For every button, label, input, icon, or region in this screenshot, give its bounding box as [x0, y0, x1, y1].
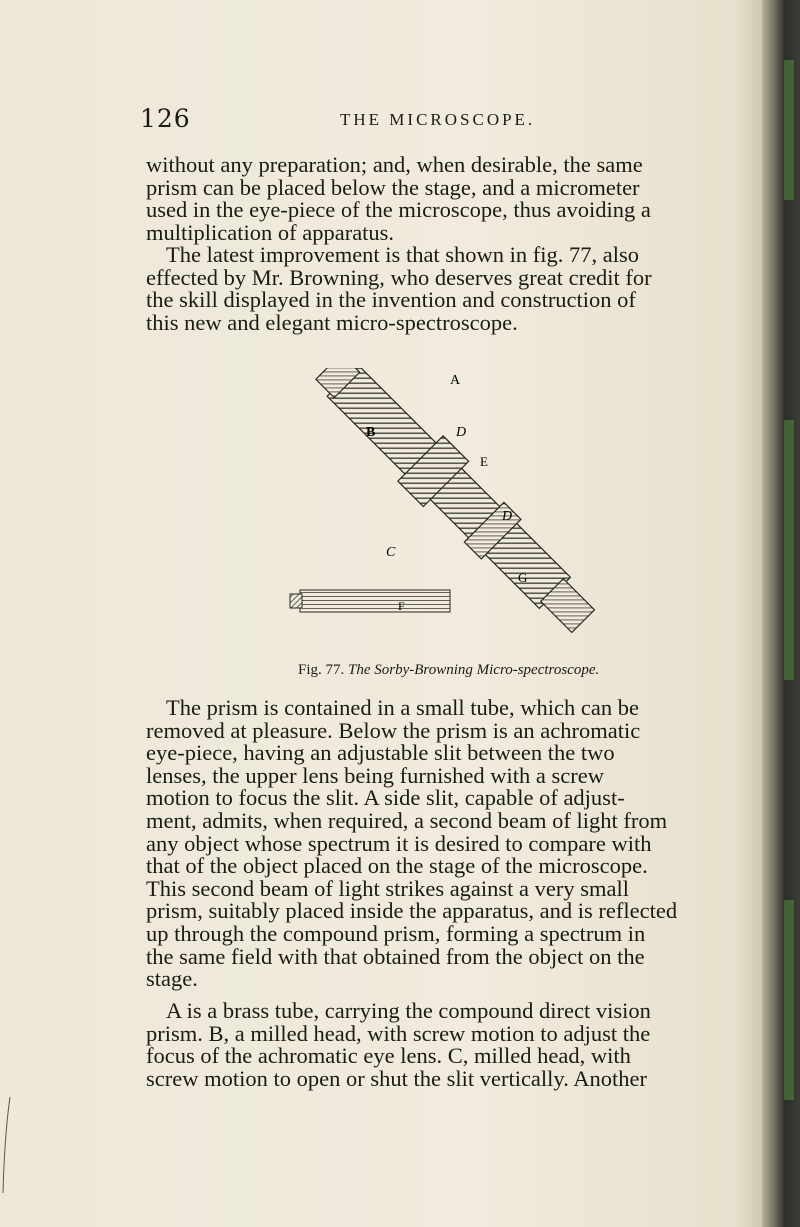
text-line: stage.	[146, 966, 198, 992]
book-spine-edge	[762, 0, 800, 1227]
text-line: removed at pleasure. Below the prism is an achromatic	[146, 717, 641, 743]
text-line: The latest improvement is that shown in fig. 77, also	[166, 242, 640, 267]
text-line: multiplication of apparatus.	[146, 219, 395, 245]
margin-pencil-mark	[0, 1095, 14, 1195]
label-e: E	[480, 454, 488, 469]
text-line: this new and elegant micro-spectroscope.	[146, 309, 518, 335]
spectroscope-engraving	[270, 368, 690, 653]
label-a: A	[450, 373, 461, 388]
text-line: motion to focus the slit. A side slit, capable of adjust-	[146, 785, 625, 811]
text-line: screw motion to open or shut the slit vertically. Another	[146, 1065, 647, 1091]
text-line: focus of the achromatic eye lens. C, milled head, with	[146, 1043, 631, 1069]
figure-number: Fig. 77.	[298, 662, 345, 678]
paragraph-prism-description	[146, 697, 752, 991]
text-line: This second beam of light strikes against a very small	[146, 875, 630, 901]
page-header	[0, 100, 800, 140]
text-line: the skill displayed in the invention and construction of	[146, 287, 636, 313]
text-line: prism, suitably placed inside the apparatus, and is reflected	[146, 898, 678, 924]
text-line: A is a brass tube, carrying the compound direct vision	[166, 998, 651, 1023]
label-b: B	[366, 425, 376, 440]
label-c: C	[386, 545, 396, 560]
figure-caption	[298, 662, 599, 679]
spine-tint-band	[784, 420, 794, 680]
text-line: effected by Mr. Browning, who deserves great credit for	[146, 264, 652, 290]
text-line: ment, admits, when required, a second beam of light from	[146, 807, 668, 833]
text-line: The prism is contained in a small tube, which can be	[166, 695, 639, 720]
paragraph-continuation	[146, 154, 752, 244]
figure-title: The Sorby-Browning Micro-spectroscope.	[348, 662, 600, 678]
spine-tint-band	[784, 900, 794, 1100]
text-line: without any preparation; and, when desirable, the same	[146, 152, 643, 177]
label-f: F	[398, 599, 405, 613]
label-d-lower: D	[502, 509, 513, 524]
label-d-upper: D	[456, 425, 467, 440]
text-line: prism can be placed below the stage, and a micrometer	[146, 174, 640, 200]
text-line: eye-piece, having an adjustable slit between the two	[146, 740, 615, 766]
paragraph-latest-improvement	[146, 244, 752, 334]
paragraph-parts-description	[146, 1000, 752, 1090]
figure-micro-spectroscope	[270, 368, 690, 653]
page-number: 126	[140, 104, 191, 133]
text-line: the same field with that obtained from the object on the	[146, 943, 645, 969]
text-line: that of the object placed on the stage of the microscope.	[146, 853, 648, 879]
text-line: up through the compound prism, forming a spectrum in	[146, 920, 646, 946]
text-line: any object whose spectrum it is desired to compare with	[146, 830, 652, 856]
text-line: used in the eye-piece of the microscope, thus avoiding a	[146, 197, 651, 223]
text-line: lenses, the upper lens being furnished with a screw	[146, 762, 604, 788]
running-title: THE MICROSCOPE.	[340, 110, 536, 129]
text-line: prism. B, a milled head, with screw motion to adjust the	[146, 1020, 651, 1046]
label-g: G	[518, 570, 528, 585]
side-arm	[290, 590, 450, 612]
